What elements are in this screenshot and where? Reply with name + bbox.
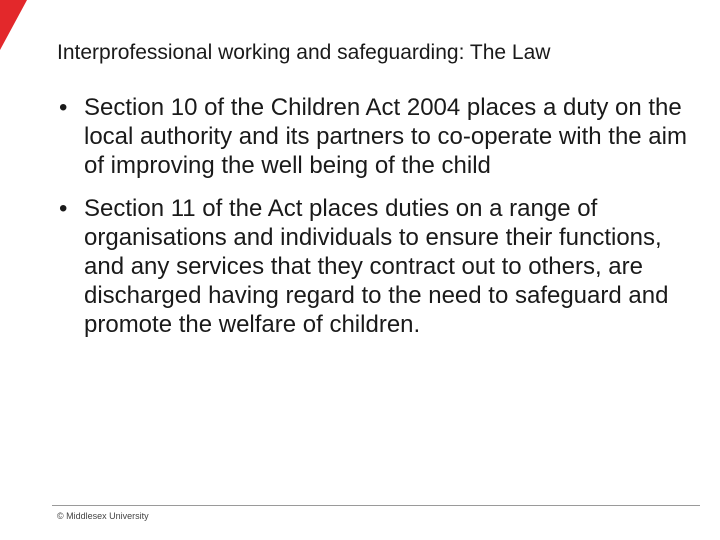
footer-divider	[52, 505, 700, 506]
bullet-list	[57, 93, 702, 353]
slide-title: Interprofessional working and safeguarding: The Law	[57, 41, 551, 64]
bullet-item-1	[57, 93, 702, 180]
red-corner-triangle	[0, 0, 27, 50]
bullet-dot-icon: •	[59, 94, 68, 121]
bullet-text: Section 11 of the Act places duties on a range of organisations and individuals to ensure their functions, and any services that they contract out to others, are discharged having regard to the need to safeguard and promote the welfare of children.	[84, 195, 669, 338]
bullet-dot-icon: •	[59, 195, 68, 222]
footer-copyright: © Middlesex University	[57, 511, 149, 521]
bullet-item-2	[57, 194, 702, 339]
bullet-text: Section 10 of the Children Act 2004 places a duty on the local authority and its partners to co-operate with the aim of improving the well being of the child	[84, 94, 687, 179]
